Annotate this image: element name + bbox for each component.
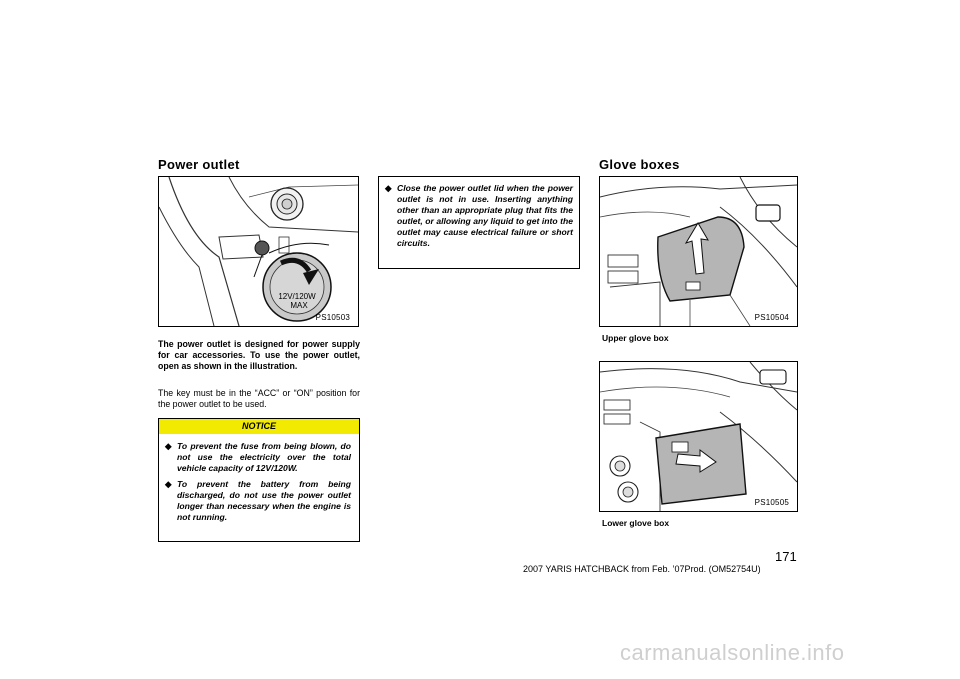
notice-box <box>158 418 360 542</box>
notice-item <box>165 441 351 474</box>
power-outlet-figure <box>158 176 359 327</box>
notice-item-text: To prevent the fuse from being blown, do not use the electricity over the total vehicle capacity of 12V/120W. <box>177 441 351 473</box>
notice-continued-box <box>378 176 580 269</box>
notice-heading: NOTICE <box>159 419 359 434</box>
power-outlet-figure-code: PS10503 <box>315 313 350 322</box>
footer-edition: 2007 YARIS HATCHBACK from Feb. ’07Prod. (OM52754U) <box>523 564 761 574</box>
glove-boxes-title: Glove boxes <box>599 157 680 172</box>
diamond-bullet-icon: ◆ <box>165 441 172 451</box>
notice-item <box>165 479 351 523</box>
notice-item-text: To prevent the battery from being discharged, do not use the power outlet longer than necessary when the engine is not running. <box>177 479 351 522</box>
lower-glove-box-illustration <box>600 362 797 511</box>
upper-glove-box-figure-code: PS10504 <box>754 313 789 322</box>
notice-list <box>159 434 359 523</box>
power-outlet-title: Power outlet <box>158 157 240 172</box>
upper-glove-box-illustration <box>600 177 797 326</box>
lid-label-line2: MAX <box>290 301 308 310</box>
power-outlet-illustration <box>159 177 358 326</box>
lower-glove-box-caption: Lower glove box <box>602 518 670 528</box>
diamond-bullet-icon: ◆ <box>385 183 392 193</box>
lid-label-line1: 12V/120W <box>278 292 316 301</box>
notice-item-text: Close the power outlet lid when the power outlet is not in use. Inserting anything other than an appropriate plug that fits the outlet, or allowing any liquid to get into the outlet may cause electrical failure or short circuits. <box>397 183 573 248</box>
upper-glove-box-caption: Upper glove box <box>602 333 669 343</box>
lower-glove-box-figure-code: PS10505 <box>754 498 789 507</box>
diamond-bullet-icon: ◆ <box>165 479 172 489</box>
power-outlet-key-note: The key must be in the “ACC” or “ON” position for the power outlet to be used. <box>158 388 360 409</box>
power-outlet-description: The power outlet is designed for power supply for car accessories. To use the power outlet, open as shown in the illustration. <box>158 339 360 371</box>
notice-continued-list <box>379 177 579 249</box>
page-number: 171 <box>775 549 797 564</box>
notice-item <box>385 183 573 249</box>
watermark: carmanualsonline.info <box>620 640 845 665</box>
upper-glove-box-figure <box>599 176 798 327</box>
lower-glove-box-figure <box>599 361 798 512</box>
